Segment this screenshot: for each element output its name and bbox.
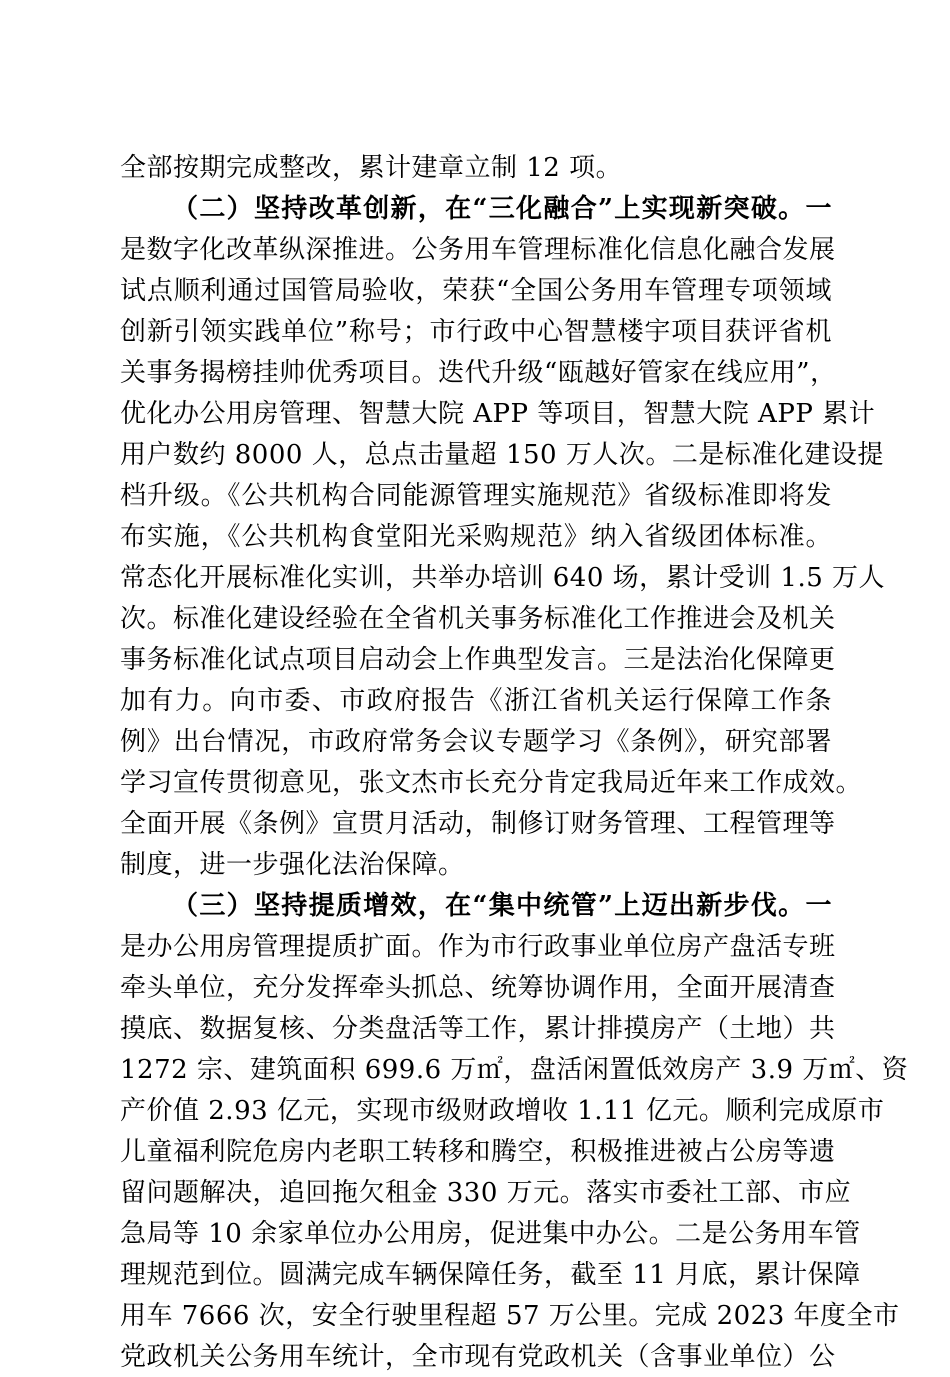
text-line: 儿童福利院危房内老职工转移和腾空，积极推进被占公房等遗: [120, 1137, 836, 1167]
text-line: 是办公用房管理提质扩面。作为市行政事业单位房产盘活专班: [120, 932, 836, 962]
section-heading-line: （三）坚持提质增效，在“集中统管”上迈出新步伐。一: [172, 891, 832, 921]
section-heading-line: （二）坚持改革创新，在“三化融合”上实现新突破。一: [172, 194, 832, 224]
text-line: 摸底、数据复核、分类盘活等工作，累计排摸房产（土地）共: [120, 1014, 836, 1044]
text-line: 党政机关公务用车统计，全市现有党政机关（含事业单位）公: [120, 1342, 836, 1372]
text-line: 布实施，《公共机构食堂阳光采购规范》纳入省级团体标准。: [120, 522, 832, 552]
text-line: 档升级。《公共机构合同能源管理实施规范》省级标准即将发: [120, 481, 832, 511]
text-line: 制度，进一步强化法治保障。: [120, 850, 465, 880]
text-line: 是数字化改革纵深推进。公务用车管理标准化信息化融合发展: [120, 235, 836, 265]
text-line: 例》出台情况，市政府常务会议专题学习《条例》，研究部署: [120, 727, 832, 757]
text-line: 学习宣传贯彻意见，张文杰市长充分肯定我局近年来工作成效。: [120, 768, 863, 798]
text-line: 全面开展《条例》宣贯月活动，制修订财务管理、工程管理等: [120, 809, 836, 839]
text-line: 创新引领实践单位”称号；市行政中心智慧楼宇项目获评省机: [120, 317, 832, 347]
text-line: 次。标准化建设经验在全省机关事务标准化工作推进会及机关: [120, 604, 836, 634]
text-line: 试点顺利通过国管局验收，荣获“全国公务用车管理专项领域: [120, 276, 832, 306]
text-line: 留问题解决，追回拖欠租金 330 万元。落实市委社工部、市应: [120, 1178, 852, 1208]
text-line: 用车 7666 次，安全行驶里程超 57 万公里。完成 2023 年度全市: [120, 1301, 900, 1331]
text-line: 优化办公用房管理、智慧大院 APP 等项目，智慧大院 APP 累计: [120, 399, 876, 429]
text-line: 理规范到位。圆满完成车辆保障任务，截至 11 月底，累计保障: [120, 1260, 861, 1290]
text-line: 牵头单位，充分发挥牵头抓总、统筹协调作用，全面开展清查: [120, 973, 836, 1003]
text-line: 产价值 2.93 亿元，实现市级财政增收 1.11 亿元。顺利完成原市: [120, 1096, 885, 1126]
text-line: 关事务揭榜挂帅优秀项目。迭代升级“瓯越好管家在线应用”，: [120, 358, 837, 388]
text-line: 事务标准化试点项目启动会上作典型发言。三是法治化保障更: [120, 645, 836, 675]
text-line: 1272 宗、建筑面积 699.6 万㎡，盘活闲置低效房产 3.9 万㎡、资: [120, 1055, 909, 1085]
text-line: 全部按期完成整改，累计建章立制 12 项。: [120, 153, 623, 183]
text-line: 常态化开展标准化实训，共举办培训 640 场，累计受训 1.5 万人: [120, 563, 886, 593]
text-line: 用户数约 8000 人，总点击量超 150 万人次。二是标准化建设提: [120, 440, 884, 470]
text-line: 急局等 10 余家单位办公用房，促进集中办公。二是公务用车管: [120, 1219, 861, 1249]
text-line: 加有力。向市委、市政府报告《浙江省机关运行保障工作条: [120, 686, 832, 716]
